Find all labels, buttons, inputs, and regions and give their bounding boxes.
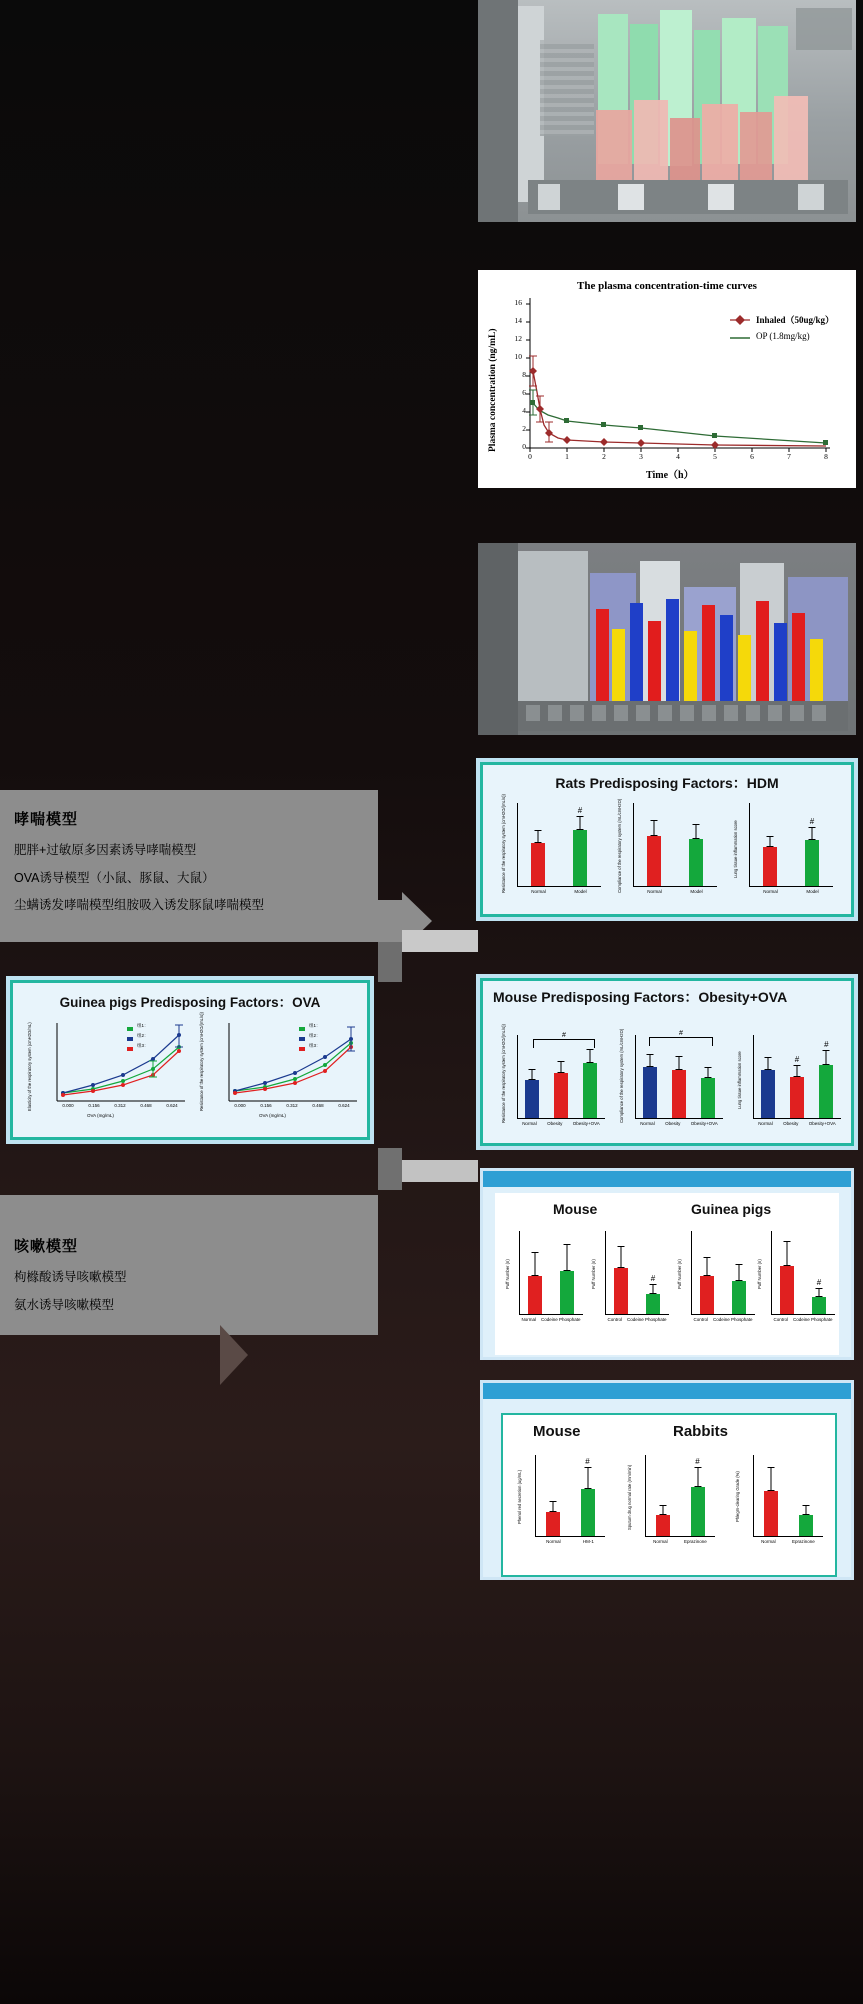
bottom-chart1-xtick-1: HM-1: [582, 1539, 594, 1544]
guinea-chart1-xtick-3: 0.468: [140, 1103, 152, 1108]
mouse-chart2-xtick-0: Normal: [640, 1121, 655, 1126]
panel-guinea-ova: [10, 980, 370, 1140]
bottom-chart1-ylabel: Phenol red secretion (ug/mL): [517, 1470, 522, 1524]
cough-panel-top-bar: [483, 1171, 851, 1187]
guinea-chart2-legend-1: 组2：: [309, 1033, 321, 1038]
guinea-chart1-xtick-4: 0.624: [166, 1103, 178, 1108]
guinea-chart2-legend-2: 组3：: [309, 1043, 321, 1048]
cough-chart3-ylabel: Puff Number (n): [677, 1259, 682, 1289]
panel-mouse-obesity-ova: Mouse Predisposing Factors：Obesity+OVA Resistance of the respiratory system (cmH2O/(mL/s)) # Normal Obesity Obesity+OVA Compliance of the respiratory system (mL/cmH2O) # Normal Obesity Obesity+OVA Lung tissue inflammation score # # Normal Obesity Obesity+OVA: [480, 978, 854, 1146]
mouse-chart1-xtick-1: Obesity: [547, 1121, 563, 1126]
callout-asthma-item-2: 尘螨诱发哮喘模型组胺吸入诱发豚鼠哮喘模型: [14, 898, 265, 913]
callout-asthma-connector-bar-2: [378, 942, 402, 982]
guinea-chart1-legend-0: 组1：: [137, 1023, 149, 1028]
guinea-chart1-xtick-2: 0.312: [114, 1103, 126, 1108]
mouse-chart3-ylabel: Lung tissue inflammation score: [737, 1051, 742, 1109]
guinea-chart2-xlabel: OVA (mg/mL): [259, 1113, 286, 1118]
rats-chart1-xtick-0: Normal: [531, 889, 546, 894]
bottom-chart3-ylabel: Phlegm-clearing Grade (%): [735, 1471, 740, 1523]
mouse-chart3-xtick-1: Obesity: [783, 1121, 799, 1126]
guinea-chart1-legend-1: 组2：: [137, 1033, 149, 1038]
top-photo-collage: [478, 0, 856, 222]
callout-asthma-item-0: 肥胖+过敏原多因素诱导哮喘模型: [14, 843, 197, 857]
guinea-chart2-xtick-0: 0.000: [234, 1103, 246, 1108]
panel-bottom-models: [480, 1380, 854, 1580]
callout-cough-item-0: 枸橼酸诱导咳嗽模型: [14, 1270, 127, 1284]
bottom-chart3-xtick-0: Normal: [761, 1539, 776, 1544]
bottom-chart3-xtick-1: Eprazinone: [792, 1539, 815, 1544]
panel-rats-hdm-heading: Rats Predisposing Factors：HDM: [555, 775, 779, 791]
rats-chart2-xtick-0: Normal: [647, 889, 662, 894]
pk-legend-op: OP (1.8mg/kg): [756, 331, 810, 341]
callout-asthma-connector-bar: [378, 900, 402, 942]
guinea-chart1-xlabel: OVA (mg/mL): [87, 1113, 114, 1118]
callout-cough-connector-strip: [402, 1160, 478, 1182]
bottom-panel-top-bar: [483, 1383, 851, 1399]
callout-cough-item-1: 氨水诱导咳嗽模型: [14, 1297, 115, 1312]
rats-chart2-xtick-1: Model: [690, 889, 703, 894]
cough-chart1-xtick-0: Normal: [521, 1317, 536, 1322]
guinea-chart1-xtick-1: 0.156: [88, 1103, 100, 1108]
mouse-chart3-xtick-2: Obesity+OVA: [808, 1121, 836, 1126]
pk-y-axis-label: Plasma concentration (ng/mL): [488, 328, 498, 452]
mouse-chart1-xtick-2: Obesity+OVA: [572, 1121, 600, 1126]
bottom-chart1-xtick-0: Normal: [546, 1539, 561, 1544]
mouse-chart3-xtick-0: Normal: [758, 1121, 773, 1126]
rats-chart1-xtick-1: Model: [574, 889, 587, 894]
callout-asthma-item-1: OVA诱导模型（小鼠、豚鼠、大鼠）: [14, 870, 215, 885]
bottom-chart2-xtick-1: Eprazinone: [684, 1539, 707, 1544]
cough-chart4-ylabel: Puff Number (n): [757, 1259, 762, 1289]
guinea-chart2-legend-0: 组1：: [309, 1023, 321, 1028]
mouse-chart2-ylabel: Compliance of the respiratory system (mL/cmH2O): [619, 1028, 624, 1123]
panel-cough-models: [480, 1168, 854, 1360]
cough-chart2-xtick-1: Codeine Phosphate: [626, 1317, 667, 1322]
cough-panel-inner: Mouse Guinea pigs Puff Number (n) Normal Codeine Phosphate Puff Number (n) # Control Codeine Phosphate Puff Number (n) Control Codeine Phosphate Puff Number (n) # Control Codeine Phosphate: [495, 1193, 839, 1355]
callout-cough-title: 咳嗽模型: [14, 1238, 79, 1255]
bottom-chart2-ylabel: Sputum drug normal rate (mm/min): [627, 1464, 632, 1530]
guinea-chart1-xtick-0: 0.000: [62, 1103, 74, 1108]
rats-chart3-xtick-0: Normal: [763, 889, 778, 894]
callout-asthma-connector-strip: [402, 930, 478, 952]
rats-chart3-xtick-1: Model: [806, 889, 819, 894]
panel-mouse-obesity-heading: Mouse Predisposing Factors：Obesity+OVA: [493, 989, 788, 1005]
guinea-chart2-xtick-1: 0.156: [260, 1103, 272, 1108]
pk-plot-svg: [478, 270, 856, 488]
guinea-chart2-xtick-2: 0.312: [286, 1103, 298, 1108]
middle-photo-collage: [478, 543, 856, 735]
rats-chart1-ylabel: Resistance of the respiratory system (cmH2O/(mL/s)): [501, 794, 506, 893]
cough-chart4-xtick-0: Control: [773, 1317, 788, 1322]
callout-cough-connector-arrow: [220, 1325, 248, 1385]
mouse-chart1-xtick-0: Normal: [522, 1121, 537, 1126]
bottom-heading-mouse: Mouse: [533, 1423, 581, 1440]
pk-chart-panel: The plasma concentration-time curves Plasma concentration (ng/mL) Time（h） 0 2 4 6 8 10 12 14 16 0 1 2 3 4 5 6 7 8 Inhaled（50ug/kg） OP (1.8mg/kg): [478, 270, 856, 488]
callout-cough-connector-bar: [378, 1148, 402, 1190]
guinea-chart2-ylabel: Resistance of the respiratory system (cmH2O/(mL/s)): [199, 1012, 204, 1111]
guinea-chart1-ylabel: Elasticity of the respiratory system (cmH2O/mL): [27, 1022, 32, 1111]
rats-chart3-ylabel: Lung tissue inflammation score: [733, 820, 738, 878]
cough-chart3-xtick-0: Control: [693, 1317, 708, 1322]
guinea-chart2-xtick-4: 0.624: [338, 1103, 350, 1108]
cough-chart1-ylabel: Puff Number (n): [505, 1259, 510, 1289]
mouse-chart1-ylabel: Resistance of the respiratory system (cmH2O/(mL/s)): [501, 1024, 506, 1123]
guinea-chart1-legend-2: 组3：: [137, 1043, 149, 1048]
panel-rats-hdm: Rats Predisposing Factors：HDM Resistance of the respiratory system (cmH2O/(mL/s)) # Normal Model Compliance of the respiratory system (mL/cmH2O) Normal Model Lung tissue inflammation score # Normal Model: [480, 762, 854, 917]
rats-chart2-ylabel: Compliance of the respiratory system (mL/cmH2O): [617, 798, 622, 893]
cough-chart4-xtick-1: Codeine Phosphate: [792, 1317, 833, 1322]
pk-x-axis-label: Time（h）: [646, 470, 694, 481]
mouse-chart2-xtick-2: Obesity+OVA: [690, 1121, 718, 1126]
bottom-chart2-xtick-0: Normal: [653, 1539, 668, 1544]
cough-chart3-xtick-1: Codeine Phosphate: [712, 1317, 753, 1322]
mouse-chart2-xtick-1: Obesity: [665, 1121, 681, 1126]
callout-asthma-title: 哮喘模型: [14, 811, 79, 828]
panel-guinea-ova-heading: Guinea pigs Predisposing Factors：OVA: [59, 995, 321, 1010]
cough-chart2-ylabel: Puff Number (n): [591, 1259, 596, 1289]
cough-chart1-xtick-1: Codeine Phosphate: [540, 1317, 581, 1322]
callout-asthma: [0, 790, 378, 942]
callout-cough: [0, 1195, 378, 1335]
guinea-chart2-xtick-3: 0.468: [312, 1103, 324, 1108]
pk-chart-title: The plasma concentration-time curves: [577, 280, 757, 292]
pk-legend-inhaled: Inhaled（50ug/kg）: [756, 315, 835, 325]
cough-chart2-xtick-0: Control: [607, 1317, 622, 1322]
cough-heading-guinea: Guinea pigs: [691, 1201, 772, 1217]
bottom-heading-rabbits: Rabbits: [673, 1423, 729, 1440]
bottom-panel-inner: Mouse Rabbits Phenol red secretion (ug/mL) # Normal HM-1 Sputum drug normal rate (mm/min) # Normal Eprazinone Phlegm-clearing Grade (%) Normal Eprazinone: [501, 1413, 837, 1577]
cough-heading-mouse: Mouse: [553, 1201, 598, 1217]
